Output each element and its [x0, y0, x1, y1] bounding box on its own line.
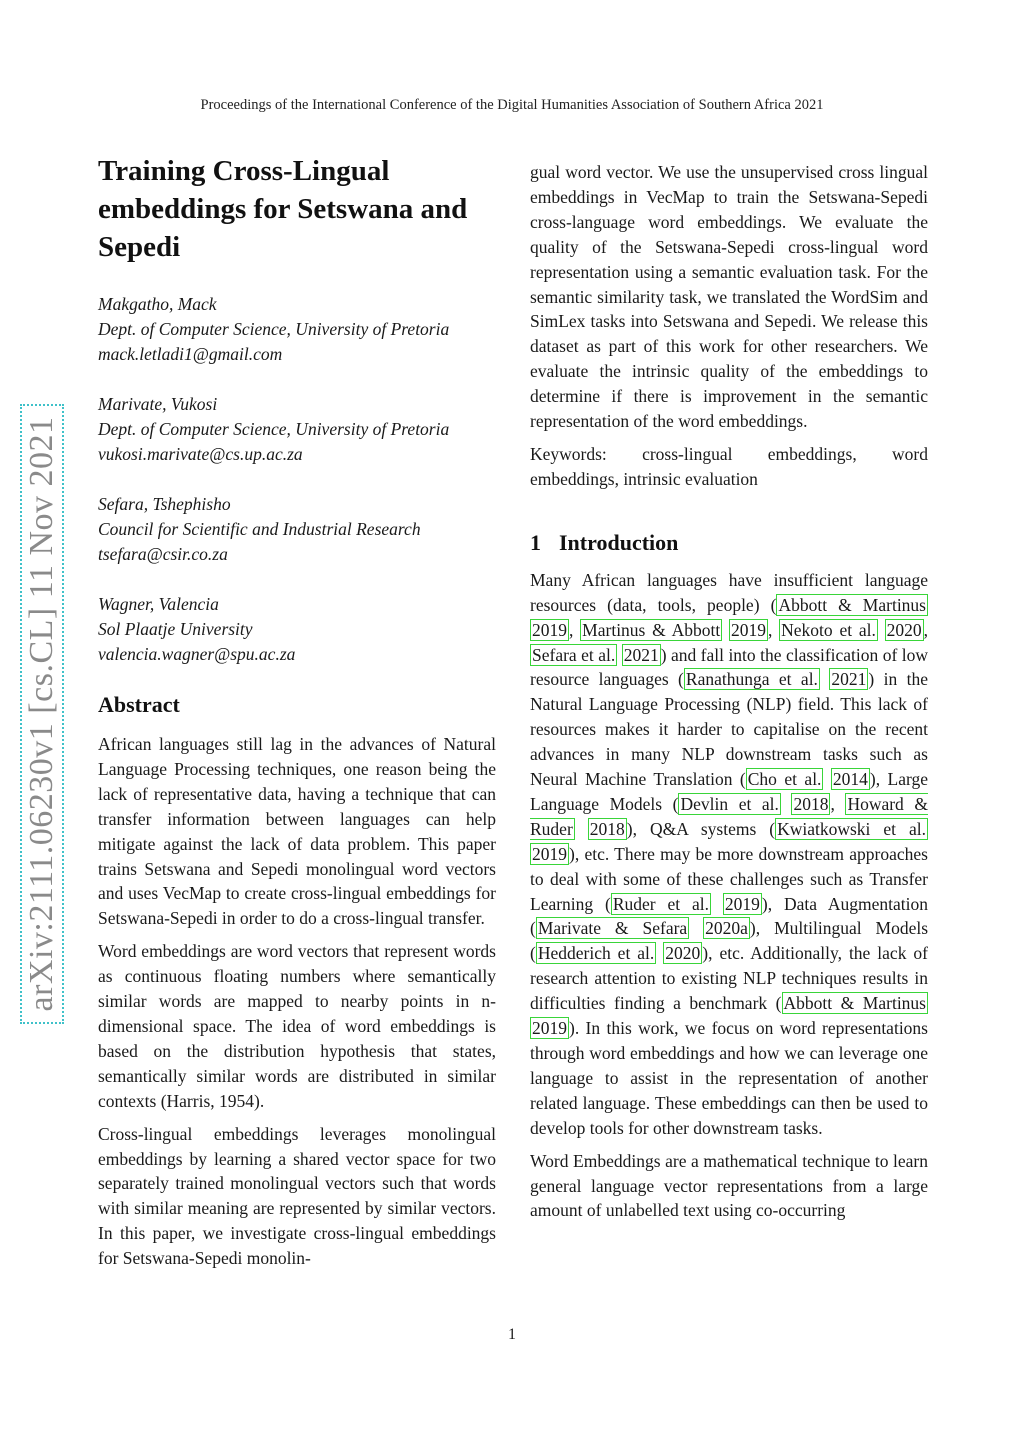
author-email[interactable]: vukosi.marivate@cs.up.ac.za [98, 444, 303, 464]
intro-paragraph: Word Embeddings are a mathematical technique to learn general language vector representations from a large amount of unlabelled text using co-occurring [530, 1150, 928, 1221]
author-name: Sefara, Tshephisho [98, 494, 231, 514]
citation-link[interactable]: Ruder et al. [612, 893, 709, 914]
text-run: ), etc. Additionally, the lack of research attention to existing NLP techniques results in difficulties finding a benchmark ( [530, 943, 929, 1014]
citation-link[interactable]: Marivate & Sefara [537, 918, 688, 939]
citation-link[interactable]: 2019 [532, 1018, 567, 1039]
section-title: Introduction [559, 529, 679, 555]
author-email[interactable]: valencia.wagner@spu.ac.za [98, 644, 296, 664]
abstract-paragraph: African languages still lag in the advances of Natural Language Processing techniques, one reason being the lack of representative data, having a technique that can transfer information between languages can help mitigate against the lack of data problem. This paper trains Setswana and Sepedi monolingual word vectors and uses VecMap to create cross-lingual embeddings for Setswana-Sepedi in order to do a cross-lingual transfer. [98, 734, 496, 929]
citation-link[interactable]: 2019 [532, 843, 567, 864]
citation-link[interactable]: Howard & Ruder [530, 793, 928, 839]
citation-link[interactable]: Martinus & Abbott [582, 619, 721, 640]
abstract-heading: Abstract [98, 692, 180, 717]
author-name: Wagner, Valencia [98, 594, 219, 614]
author-email[interactable]: mack.letladi1@gmail.com [98, 344, 283, 364]
author-block [98, 592, 496, 667]
author-name: Marivate, Vukosi [98, 394, 218, 414]
citation-link[interactable]: Devlin et al. [680, 793, 779, 814]
keywords: Keywords: cross-lingual embeddings, word embeddings, intrinsic evaluation [530, 443, 928, 489]
text-run: ), Q&A systems ( [626, 818, 776, 839]
abstract-paragraph: Cross-lingual embeddings leverages monolingual embeddings by learning a shared vector space for two separately trained monolingual vectors such that words with similar meaning are represented by similar vectors. In this paper, we investigate cross-lingual embeddings for Setswana-Sepedi monolin- [98, 1123, 496, 1269]
citation-link[interactable]: 2019 [532, 619, 567, 640]
text-run: ), etc. There may be more downstream approaches to deal with some of these challenges such as Transfer Learning ( [530, 843, 928, 914]
author-block [98, 492, 496, 567]
author-affiliation: Council for Scientific and Industrial Research [98, 519, 421, 539]
citation-link[interactable]: 2014 [832, 769, 868, 790]
text-run: Many African languages have insufficient language resources (data, tools, people) ( [530, 569, 928, 615]
abstract-paragraph: Word embeddings are word vectors that represent words as continuous floating numbers where semantically similar words are mapped to nearby points in n-dimensional space. The idea of word embeddings is based on the distribution hypothesis that states, semantically similar words are distributed in similar contexts (Harris, 1954). [98, 941, 496, 1111]
text-run: , [767, 619, 780, 640]
citation-link[interactable]: 2019 [730, 619, 766, 640]
citation-link[interactable]: 2021 [623, 644, 659, 665]
text-run: ) in the Natural Language Processing (NLP) field. This lack of resources makes it harder to capitalise on the recent advances in many NLP downstream tasks such as Neural Machine Translation ( [530, 669, 928, 790]
text-run: ). In this work, we focus on word representations through word embeddings and how we can leverage one language to assist in the representation of another related language. These embeddings can then be used to develop tools for other downstream tasks. [530, 1018, 928, 1138]
page-number: 1 [508, 1326, 516, 1343]
citation-link[interactable]: 2021 [831, 669, 867, 690]
author-affiliation: Sol Plaatje University [98, 619, 253, 639]
citation-link[interactable]: Hedderich et al. [537, 943, 655, 964]
author-affiliation: Dept. of Computer Science, University of Pretoria [98, 319, 450, 339]
text-run: , [569, 619, 581, 640]
text-run: ), Multilingual Models ( [530, 918, 929, 964]
author-block [98, 292, 496, 367]
author-email[interactable]: tsefara@csir.co.za [98, 544, 228, 564]
text-run: , [830, 793, 846, 814]
citation-link[interactable]: 2018 [589, 818, 625, 839]
text-run: ) and fall into the classification of low resource languages ( [530, 644, 928, 690]
citation-link[interactable]: Cho et al. [747, 769, 822, 790]
intro-paragraph [530, 568, 928, 1141]
author-name: Makgatho, Mack [98, 294, 217, 314]
arxiv-stamp[interactable] [20, 404, 64, 1024]
author-affiliation: Dept. of Computer Science, University of Pretoria [98, 419, 450, 439]
text-run: , [923, 619, 929, 640]
citation-link[interactable]: Kwiatkowski et al. [777, 818, 926, 839]
running-header: Proceedings of the International Conference of the Digital Humanities Association of Southern Africa 2021 [200, 97, 824, 113]
citation-link[interactable]: Nekoto et al. [781, 619, 876, 640]
citation-link[interactable]: 2020a [705, 918, 748, 939]
citation-link[interactable]: Sefara et al. [532, 644, 616, 665]
text-run: ), Data Augmentation ( [530, 893, 928, 939]
citation-link[interactable]: 2020 [886, 619, 922, 640]
paper-title: Training Cross-Lingual embeddings for Setswana and Sepedi [98, 155, 468, 263]
citation-link[interactable]: Ranathunga et al. [685, 669, 818, 690]
section-heading [530, 530, 928, 556]
left-column [98, 152, 496, 1279]
citation-link[interactable]: 2019 [724, 893, 760, 914]
citation-link[interactable]: Abbott & Martinus [783, 993, 926, 1014]
citation-link[interactable]: 2018 [793, 793, 829, 814]
author-block [98, 392, 496, 467]
right-column [530, 160, 928, 1231]
citation-link[interactable]: 2020 [665, 943, 701, 964]
text-run: ), Large Language Models ( [530, 769, 928, 814]
section-number: 1 [530, 529, 541, 555]
abstract-paragraph: gual word vector. We use the unsupervised cross lingual embeddings in VecMap to train the Setswana-Sepedi cross-language word embeddings. We evaluate the quality of the Setswana-Sepedi cross-lingual word representation using a semantic evaluation task. For the semantic similarity task, we translated the WordSim and SimLex tasks into Setswana and Sepedi. We release this dataset as part of this work for other researchers. We evaluate the intrinsic quality of the embeddings to determine if there is improvement in the semantic representation of the word embeddings. [530, 162, 928, 432]
citation-link[interactable]: Abbott & Martinus [778, 594, 926, 615]
arxiv-id: arXiv:2111.06230v1 [cs.CL] 11 Nov 2021 [23, 416, 60, 1012]
